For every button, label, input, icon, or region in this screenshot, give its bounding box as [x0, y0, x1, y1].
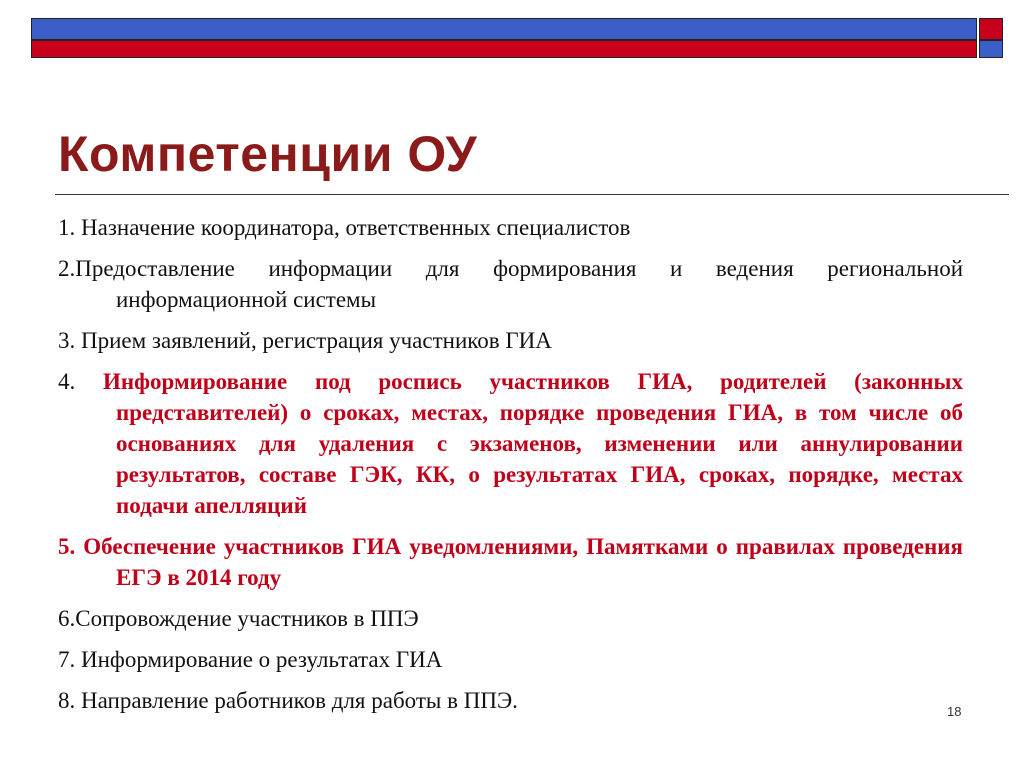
item-number: 5.: [58, 534, 76, 559]
list-item-5: [58, 531, 963, 593]
item-number: 2.: [58, 256, 76, 281]
item-number: 7.: [58, 647, 76, 672]
item-text: Прием заявлений, регистрация участников ГИА: [75, 328, 552, 353]
item-text: Сопровождение участников в ППЭ: [75, 606, 419, 631]
item-number: 6.: [58, 606, 76, 631]
item-number: 3.: [58, 328, 76, 353]
page-number: 18: [947, 704, 962, 719]
item-text: Обеспечение участников ГИА уведомлениями, Памятками о правилах проведения ЕГЭ в 2014 году: [75, 534, 963, 590]
list-item-2: [58, 253, 963, 315]
item-number: 4.: [58, 369, 76, 394]
list-item-7: [58, 644, 963, 675]
list-item-3: [58, 325, 963, 356]
header-bar-blue: [31, 18, 977, 40]
item-text: Направление работников для работы в ППЭ.: [75, 688, 518, 713]
list-item-1: [58, 212, 963, 243]
list-item-8: [58, 685, 963, 716]
item-number: 1.: [58, 215, 76, 240]
header-bar-red: [31, 40, 977, 58]
item-text: Информирование о результатах ГИА: [75, 647, 443, 672]
header-square-blue: [979, 40, 1003, 58]
slide-title: Компетенции ОУ: [58, 126, 478, 182]
title-divider: [55, 194, 1009, 195]
list-item-6: [58, 603, 963, 634]
header-square-red: [979, 18, 1003, 40]
item-text: Предоставление информации для формирования и ведения региональной информационной системы: [75, 256, 963, 312]
item-text: Назначение координатора, ответственных специалистов: [75, 215, 631, 240]
list-item-4: [58, 366, 963, 521]
item-number: 8.: [58, 688, 76, 713]
competency-list: [58, 212, 963, 726]
item-text: Информирование под роспись участников ГИА, родителей (законных представителей) о сроках, местах, порядке проведения ГИА, в том числе об основаниях для удаления с экзаменов, изменении или аннулировании результатов, составе ГЭК, КК, о результатах ГИА, сроках, порядке, местах подачи апелляций: [75, 369, 963, 518]
